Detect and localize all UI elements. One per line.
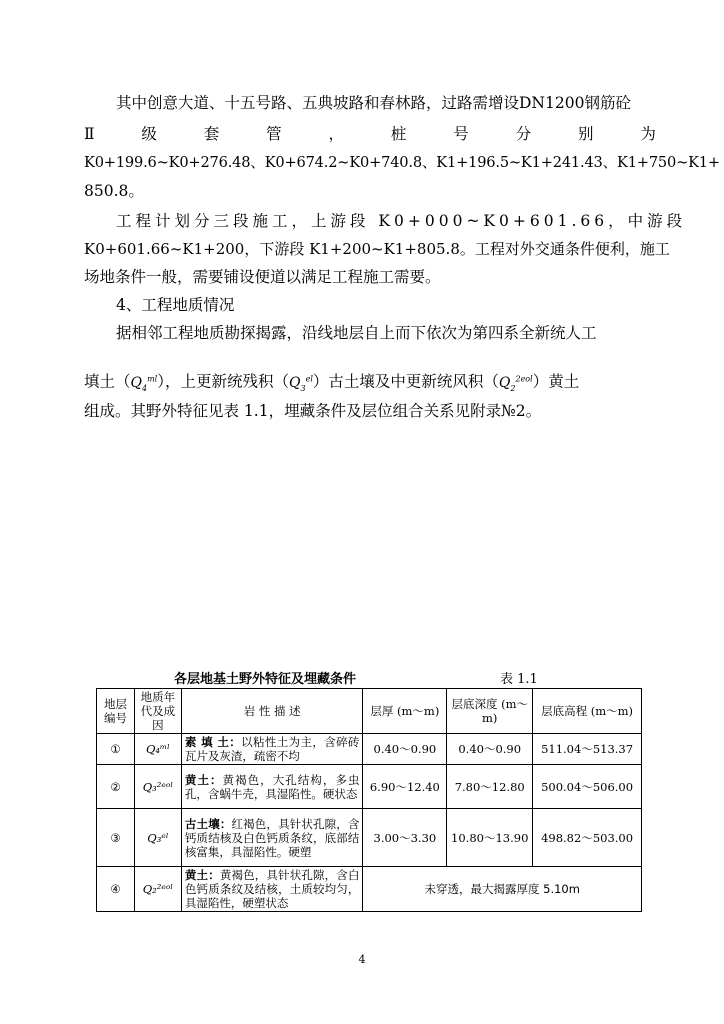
table-number: 表 1.1 bbox=[500, 672, 538, 687]
paragraph-2-line-1: 工程计划分三段施工，上游段 K0+000~K0+601.66，中游段 bbox=[116, 212, 687, 230]
layer-description: 黄土：黄褐色，具针状孔隙，含白色钙质条纹及结核，土质较均匀，具湿陷性，硬塑状态 bbox=[181, 867, 363, 912]
text-segment: 填土（ bbox=[84, 372, 131, 391]
header-thickness: 层厚 (m～m) bbox=[363, 689, 447, 734]
table-row bbox=[97, 765, 642, 809]
unpenetrated-note: 未穿透，最大揭露厚度 5.10m bbox=[363, 867, 642, 912]
paragraph-1-line-1: 其中创意大道、十五号路、五典坡路和春林路，过路需增设DN1200钢筋砼 bbox=[116, 94, 631, 112]
header-layer-id: 地层编号 bbox=[97, 689, 135, 734]
paragraph-1-line-2 bbox=[84, 123, 656, 145]
header-description: 岩 性 描 述 bbox=[181, 689, 363, 734]
layer-thickness: 3.00～3.30 bbox=[363, 809, 447, 867]
text-segment: ），上更新统残积（ bbox=[157, 372, 290, 391]
layer-thickness: 6.90～12.40 bbox=[363, 765, 447, 809]
text-segment: ）古土壤及中更新统风积（ bbox=[312, 372, 499, 391]
word: 为 bbox=[640, 125, 656, 143]
table-row bbox=[97, 809, 642, 867]
geologic-symbol-q3el: $Q_3^{el}$ bbox=[289, 374, 313, 393]
word: 别 bbox=[578, 125, 594, 143]
layer-elevation: 500.04～506.00 bbox=[533, 765, 642, 809]
paragraph-2-line-2: K0+601.66~K1+200，下游段 K1+200~K1+805.8。工程对外交通条件便利，施工 bbox=[84, 240, 670, 258]
table-header-row bbox=[97, 689, 642, 734]
header-depth: 层底深度 (m～m) bbox=[447, 689, 533, 734]
geologic-symbol-q4ml: $Q_4^{ml}$ bbox=[130, 374, 158, 393]
word: 管 bbox=[266, 125, 282, 143]
layer-depth: 10.80～13.90 bbox=[447, 809, 533, 867]
layer-depth: 7.80～12.80 bbox=[447, 765, 533, 809]
layer-description: 黄土：黄褐色，大孔结构，多虫孔，含蜗牛壳，具湿陷性。硬状态 bbox=[181, 765, 363, 809]
paragraph-2-line-3: 场地条件一般，需要铺设便道以满足工程施工需要。 bbox=[84, 268, 441, 286]
section-heading: 4、工程地质情况 bbox=[116, 296, 235, 314]
word: 套 bbox=[203, 125, 220, 143]
paragraph-3-line-1: 据相邻工程地质勘探揭露，沿线地层自上而下依次为第四系全新统人工 bbox=[116, 324, 597, 342]
table-row bbox=[97, 867, 642, 912]
paragraph-3-line-3: 组成。其野外特征见表 1.1，埋藏条件及层位组合关系见附录№2。 bbox=[84, 402, 542, 420]
header-age: 地质年代及成因 bbox=[134, 689, 181, 734]
word: 号 bbox=[453, 125, 469, 143]
layer-age: Q₂²ᵉᵒˡ bbox=[134, 867, 181, 912]
layer-age: Q₄ᵐˡ bbox=[134, 734, 181, 765]
layer-depth: 0.40～0.90 bbox=[447, 734, 533, 765]
paragraph-1-line-3: K0+199.6~K0+276.48、K0+674.2~K0+740.8、K1+196.5~K1+241.43、K1+750~K1+ bbox=[84, 154, 720, 171]
word: ， bbox=[328, 125, 345, 143]
layer-age: Q₃²ᵉᵒˡ bbox=[134, 765, 181, 809]
layer-description: 古土壤：红褐色，具针状孔隙，含钙质结核及白色钙质条纹，底部结核富集，具湿陷性。硬塑 bbox=[181, 809, 363, 867]
layer-id: ① bbox=[97, 734, 135, 765]
table-row bbox=[97, 734, 642, 765]
layer-id: ④ bbox=[97, 867, 135, 912]
paragraph-1-line-4: 850.8。 bbox=[84, 182, 144, 200]
layer-id: ② bbox=[97, 765, 135, 809]
table-caption: 各层地基土野外特征及埋藏条件 bbox=[174, 672, 357, 687]
word: Ⅱ bbox=[84, 125, 95, 143]
word: 分 bbox=[515, 125, 532, 143]
page-number: 4 bbox=[358, 953, 366, 966]
layer-thickness: 0.40～0.90 bbox=[363, 734, 447, 765]
word: 级 bbox=[141, 125, 157, 143]
header-elevation: 层底高程 (m～m) bbox=[533, 689, 642, 734]
layer-id: ③ bbox=[97, 809, 135, 867]
geology-table bbox=[96, 688, 642, 912]
text-segment: ）黄土 bbox=[532, 372, 580, 391]
geologic-symbol-q2eol: $Q_2^{2eol}$ bbox=[498, 374, 533, 393]
layer-elevation: 511.04～513.37 bbox=[533, 734, 642, 765]
layer-elevation: 498.82～503.00 bbox=[533, 809, 642, 867]
layer-description: 素 填 土：以粘性土为主，含碎砖瓦片及灰渣，疏密不均 bbox=[181, 734, 363, 765]
layer-age: Q₃ᵉˡ bbox=[134, 809, 181, 867]
paragraph-3-line-2 bbox=[84, 368, 656, 399]
word: 桩 bbox=[390, 125, 407, 143]
